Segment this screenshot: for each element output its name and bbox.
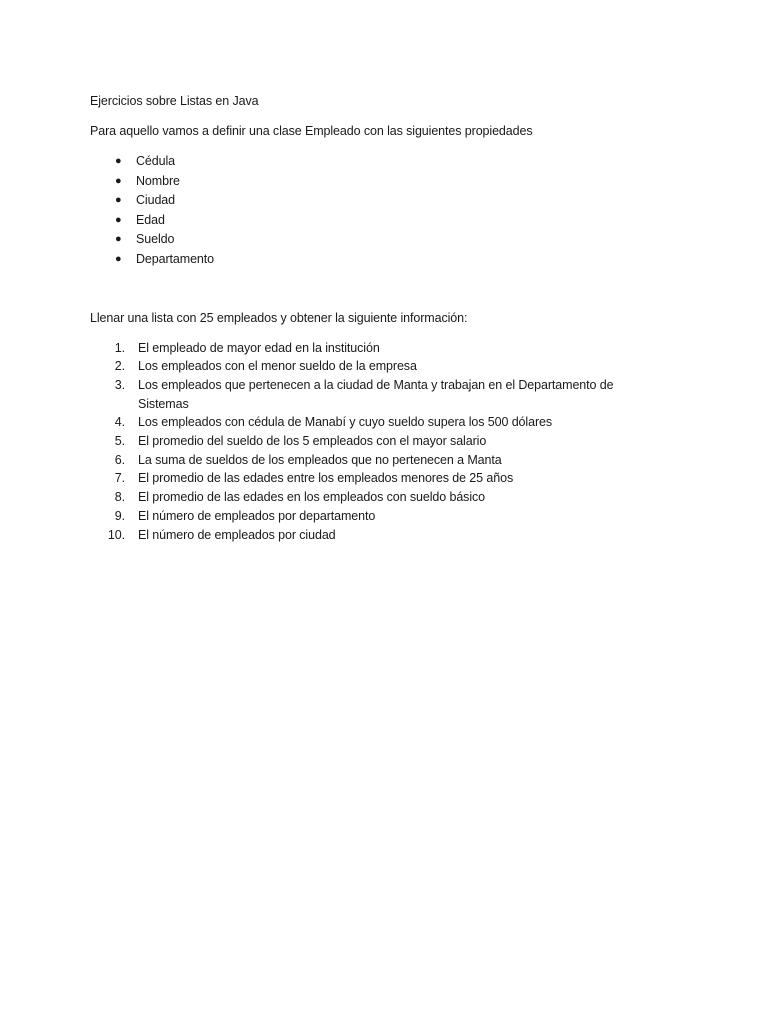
task-text: La suma de sueldos de los empleados que no pertenecen a Manta <box>138 452 502 467</box>
property-label: Ciudad <box>136 193 176 208</box>
list-item <box>90 469 650 488</box>
item-number: 9. <box>114 508 125 523</box>
task-text: Los empleados con el menor sueldo de la empresa <box>138 359 417 374</box>
property-label: Nombre <box>136 173 180 188</box>
task-text: El número de empleados por ciudad <box>138 527 336 542</box>
bullet-icon: ● <box>115 174 122 187</box>
list-item <box>90 357 650 376</box>
list-item <box>90 172 650 192</box>
task-text: El promedio de las edades en los empleados con sueldo básico <box>138 490 486 505</box>
item-number: 10. <box>107 527 125 542</box>
item-number: 3. <box>114 377 125 392</box>
item-number: 7. <box>114 471 125 486</box>
bullet-icon: ● <box>115 155 122 167</box>
list-item <box>90 191 650 211</box>
item-number: 5. <box>114 434 125 449</box>
list-item <box>90 526 650 545</box>
document-title: Ejercicios sobre Listas en Java <box>90 94 259 108</box>
task-text: Los empleados con cédula de Manabí y cuyo sueldo supera los 500 dólares <box>138 415 553 430</box>
task-text: Los empleados que pertenecen a la ciudad de Manta y trabajan en el Departamento de Sistemas <box>138 377 614 411</box>
list-item <box>90 413 650 432</box>
intro-paragraph: Para aquello vamos a definir una clase Empleado con las siguientes propiedades <box>90 124 533 138</box>
item-number: 1. <box>114 340 125 355</box>
tasks-list <box>90 339 650 545</box>
item-number: 4. <box>114 415 125 430</box>
list-item <box>90 152 650 172</box>
spacer <box>90 270 650 309</box>
property-label: Departamento <box>136 251 215 266</box>
instruction-paragraph: Llenar una lista con 25 empleados y obtener la siguiente información: <box>90 310 468 325</box>
list-item <box>90 376 650 413</box>
list-item <box>90 230 650 250</box>
list-item <box>90 339 650 358</box>
bullet-icon: ● <box>115 194 122 207</box>
document-body <box>90 92 650 544</box>
list-item <box>90 432 650 451</box>
list-item <box>90 507 650 526</box>
bullet-icon: ● <box>115 213 122 226</box>
property-label: Edad <box>136 212 165 227</box>
list-item <box>90 250 650 270</box>
bullet-icon: ● <box>115 252 122 265</box>
properties-list <box>90 152 650 270</box>
task-text: El promedio del sueldo de los 5 empleados con el mayor salario <box>138 434 487 449</box>
task-text: El promedio de las edades entre los empleados menores de 25 años <box>138 471 514 486</box>
task-text: El empleado de mayor edad en la institución <box>138 340 380 355</box>
task-text: El número de empleados por departamento <box>138 508 376 523</box>
item-number: 6. <box>114 452 125 467</box>
bullet-icon: ● <box>115 233 122 246</box>
list-item <box>90 488 650 507</box>
item-number: 8. <box>114 490 125 505</box>
list-item <box>90 451 650 470</box>
item-number: 2. <box>114 359 125 374</box>
property-label: Cédula <box>136 154 176 168</box>
list-item <box>90 211 650 231</box>
property-label: Sueldo <box>136 232 175 247</box>
